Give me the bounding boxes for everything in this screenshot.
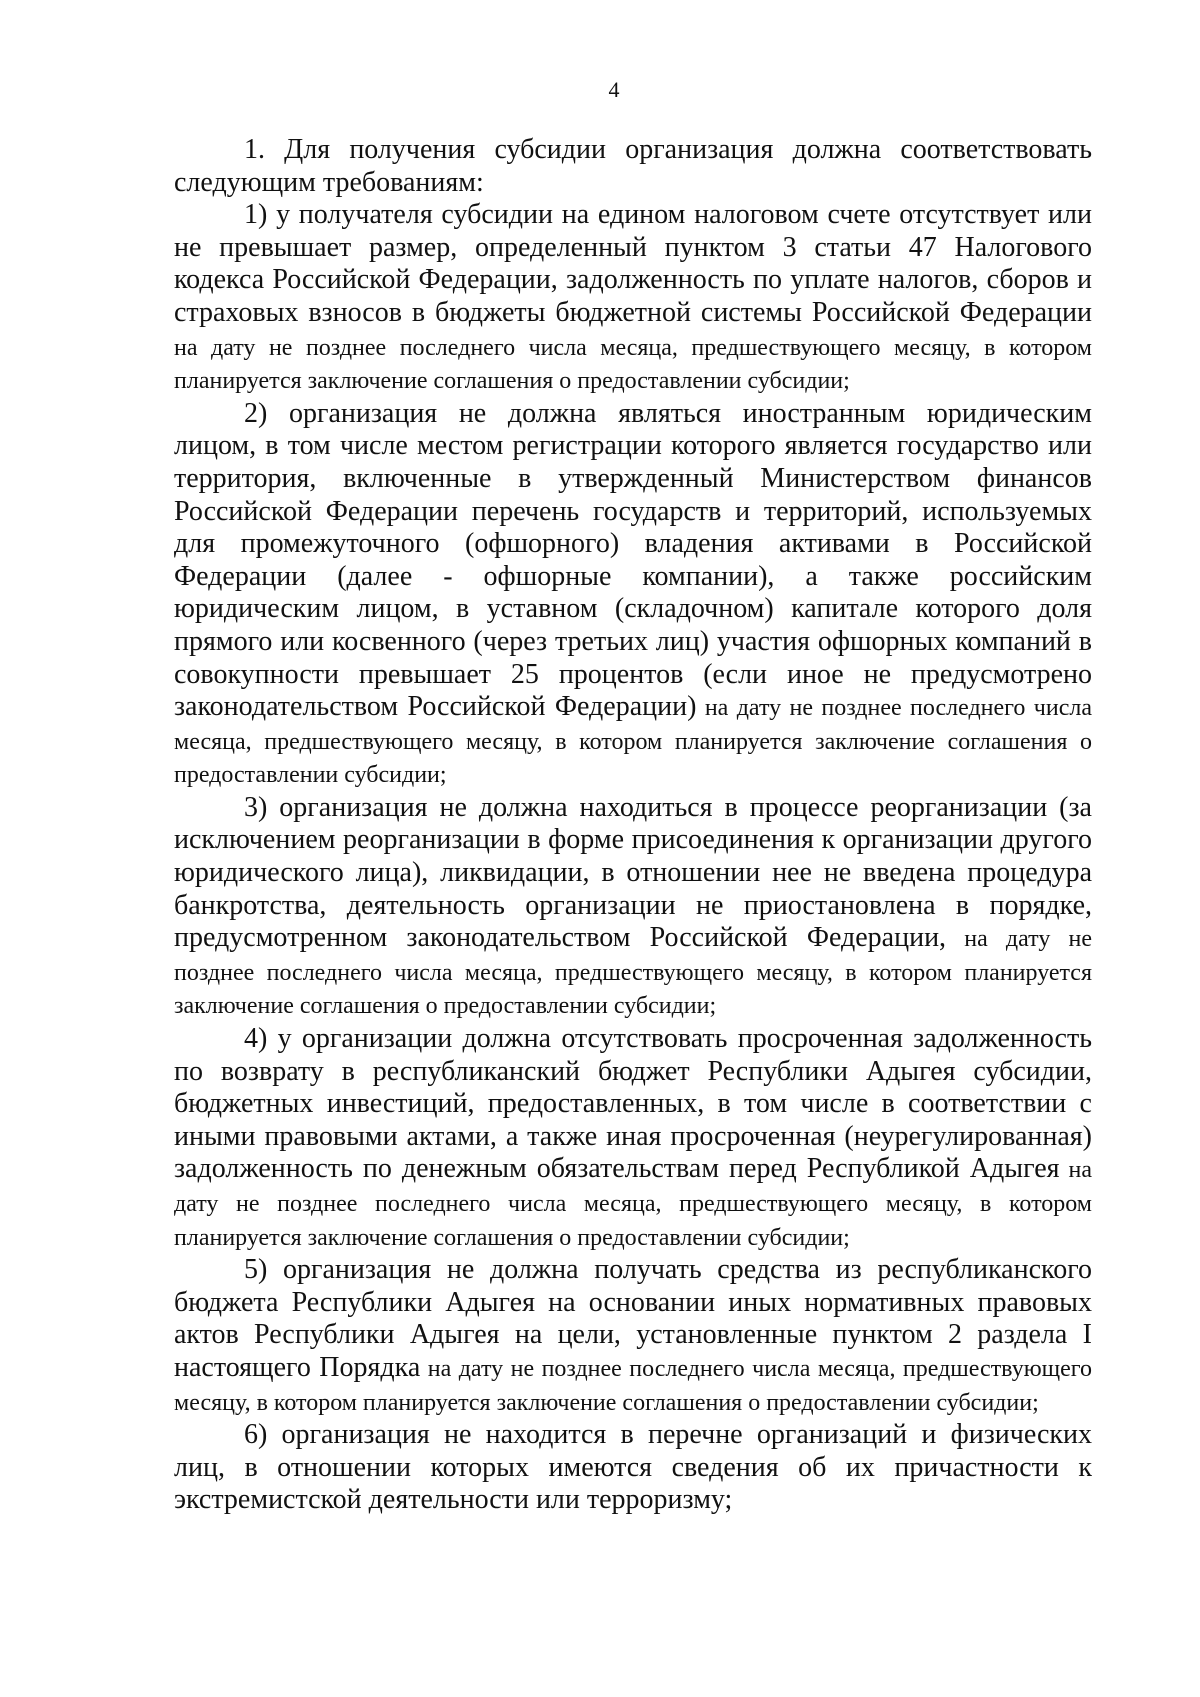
paragraph-requirement-1: [174, 199, 1092, 398]
paragraph-intro-text: 1. Для получения субсидии организация должна соответствовать следующим требованиям:: [174, 134, 1092, 198]
paragraph-intro: [174, 134, 1092, 199]
requirement-1-text: 1) у получателя субсидии на едином налоговом счете отсутствует или не превышает размер, определенный пунктом 3 статьи 47 Налогового кодекса Российской Федерации, задолженность по уплате налогов, сборов и страховых взносов в бюджеты бюджетной системы Российской Федерации: [174, 199, 1092, 328]
requirement-4-date-clause: на дату не позднее последнего числа месяца, предшествующего месяцу, в котором планируется заключение соглашения о предоставлении субсидии;: [174, 1157, 1092, 1251]
requirement-6-text: 6) организация не находится в перечне организаций и физических лиц, в отношении которых имеются сведения об их причастности к экстремистской деятельности или терроризму;: [174, 1419, 1092, 1516]
paragraph-requirement-3: [174, 792, 1092, 1023]
requirement-4-text: 4) у организации должна отсутствовать просроченная задолженность по возврату в республиканский бюджет Республики Адыгея субсидии, бюджетных инвестиций, предоставленных, в том числе в соответствии с иными правовыми актами, а также иная просроченная (неурегулированная) задолженность по денежным обязательствам перед Республикой Адыгея: [174, 1023, 1092, 1185]
requirement-2-text: 2) организация не должна являться иностранным юридическим лицом, в том числе местом регистрации которого является государство или территория, включенные в утвержденный Министерством финансов Российской Федерации перечень государств и территорий, используемых для промежуточного (офшорного) владения активами в Российской Федерации (далее - офшорные компании), а также российским юридическим лицом, в уставном (складочном) капитале которого доля прямого или косвенного (через третьих лиц) участия офшорных компаний в совокупности превышает 25 процентов (если иное не предусмотрено законодательством Российской Федерации): [174, 397, 1092, 723]
requirement-5-text: 5) организация не должна получать средства из республиканского бюджета Республики Адыгея на основании иных нормативных правовых актов Республики Адыгея на цели, установленные пунктом 2 раздела I настоящего Порядка: [174, 1254, 1092, 1383]
document-body: [174, 134, 1092, 1517]
requirement-2-date-clause: на дату не позднее последнего числа месяца, предшествующего месяцу, в котором планируется заключение соглашения о предоставлении субсидии;: [174, 695, 1092, 789]
requirement-3-text: 3) организация не должна находиться в процессе реорганизации (за исключением реорганизации в форме присоединения к организации другого юридического лица), ликвидации, в отношении нее не введена процедура банкротства, деятельность организации не приостановлена в порядке, предусмотренном законодательством Российской Федерации,: [174, 791, 1092, 954]
requirement-5-date-clause: на дату не позднее последнего числа месяца, предшествующего месяцу, в котором планируется заключение соглашения о предоставлении субсидии;: [174, 1355, 1093, 1416]
requirement-3-date-clause: на дату не позднее последнего числа месяца, предшествующего месяцу, в котором планируется заключение соглашения о предоставлении субсидии;: [174, 926, 1092, 1020]
paragraph-requirement-2: [174, 398, 1092, 792]
paragraph-requirement-6: [174, 1419, 1092, 1517]
requirement-1-date-clause: на дату не позднее последнего числа месяца, предшествующего месяцу, в котором планируется заключение соглашения о предоставлении субсидии;: [174, 334, 1092, 395]
page-number: 4: [608, 77, 620, 102]
paragraph-requirement-4: [174, 1023, 1092, 1254]
paragraph-requirement-5: [174, 1254, 1092, 1419]
